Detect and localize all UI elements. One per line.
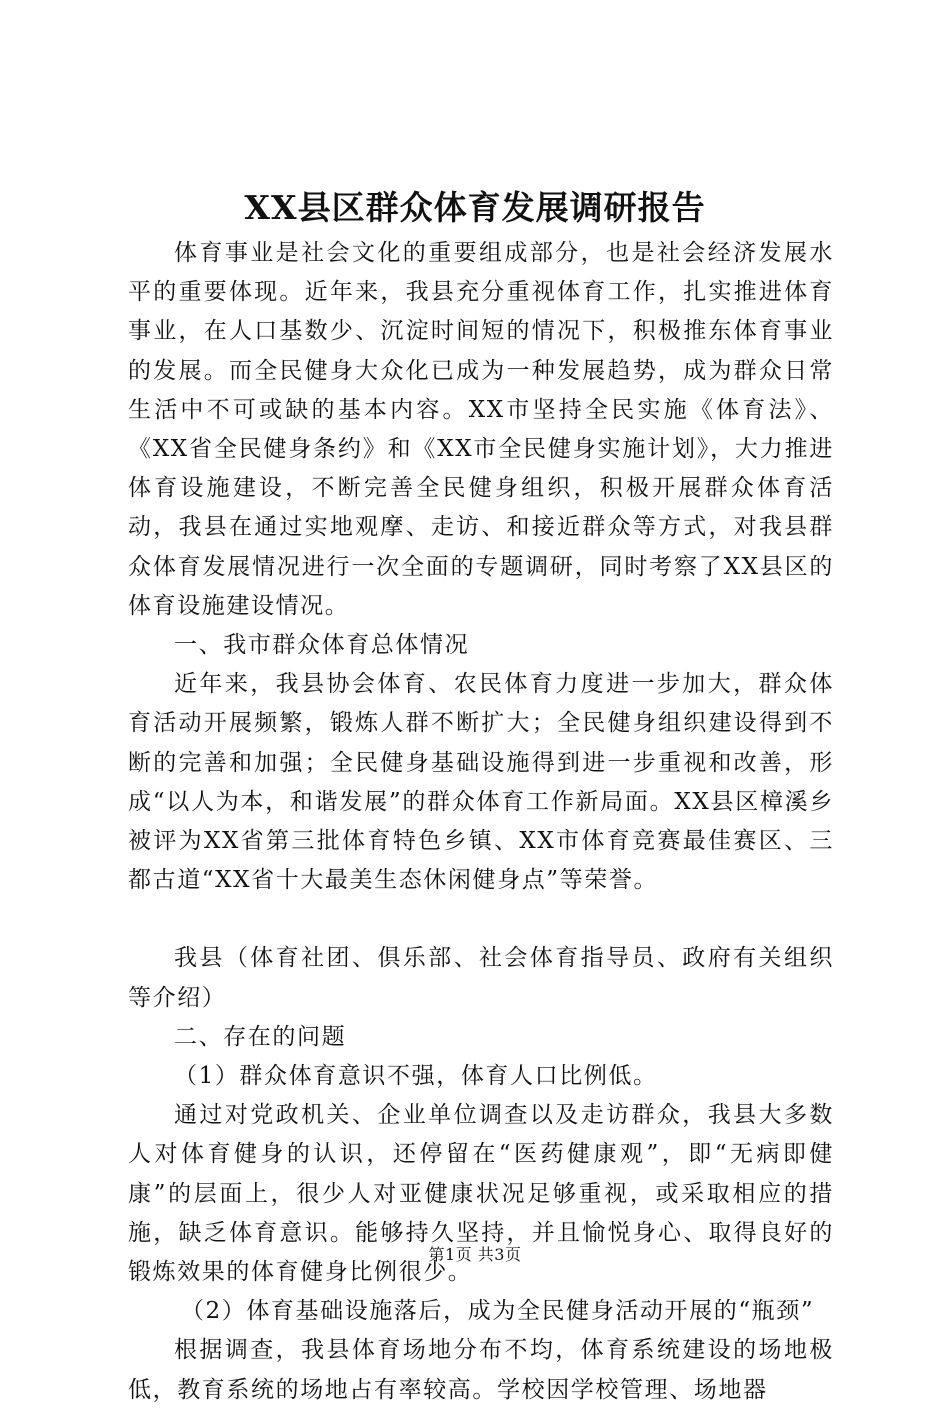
intro-paragraph: 体育事业是社会文化的重要组成部分，也是社会经济发展水平的重要体现。近年来，我县充分重视体育工作，扎实推进体育事业，在人口基数少、沉淀时间短的情况下，积极推东体育事业的发展。而全民健身大众化已成为一种发展趋势，成为群众日常生活中不可或缺的基本内容。XX市坚持全民实施《体育法》、《XX省全民健身条约》和《XX市全民健身实施计划》，大力推进体育设施建设，不断完善全民健身组织，积极开展群众体育活动，我县在通过实地观摩、走访、和接近群众等方式，对我县群众体育发展情况进行一次全面的专题调研，同时考察了XX县区的体育设施建设情况。 (128, 240, 834, 619)
problem-2-paragraph: 根据调查，我县体育场地分布不均，体育系统建设的场地极低，教育系统的场地占有率较高。学校因学校管理、场地器 (128, 1337, 834, 1403)
document-title: XX县区群众体育发展调研报告 (244, 188, 706, 227)
organization-note-paragraph: 我县（体育社团、俱乐部、社会体育指导员、政府有关组织等介绍） (128, 945, 834, 1011)
overview-paragraph: 近年来，我县协会体育、农民体育力度进一步加大，群众体育活动开展频繁，锻炼人群不断扩大；全民健身组织建设得到不断的完善和加强；全民健身基础设施得到进一步重视和改善，形成“以人为本，和谐发展”的群众体育工作新局面。XX县区樟溪乡被评为XX省第三批体育特色乡镇、XX市体育竞赛最佳赛区、三都古道“XX省十大最美生态休闲健身点”等荣誉。 (128, 671, 834, 894)
blank-line (128, 900, 834, 939)
problem-1-heading: （1）群众体育意识不强，体育人口比例低。 (174, 1063, 658, 1090)
document-body (128, 234, 834, 1410)
page-number-footer: 第1页 共3页 (428, 1245, 522, 1264)
problem-2-heading: （2）体育基础设施落后，成为全民健身活动开展的“瓶颈” (180, 1298, 815, 1325)
section-heading-overview: 一、我市群众体育总体情况 (174, 632, 470, 659)
section-heading-problems: 二、存在的问题 (174, 1023, 347, 1050)
problem-1-paragraph: 通过对党政机关、企业单位调查以及走访群众，我县大多数人对体育健身的认识，还停留在“医药健康观”，即“无病即健康”的层面上，很少人对亚健康状况足够重视，或采取相应的措施，缺乏体育意识。能够持久坚持，并且愉悦身心、取得良好的锻炼效果的体育健身比例很少。 (128, 1102, 834, 1286)
